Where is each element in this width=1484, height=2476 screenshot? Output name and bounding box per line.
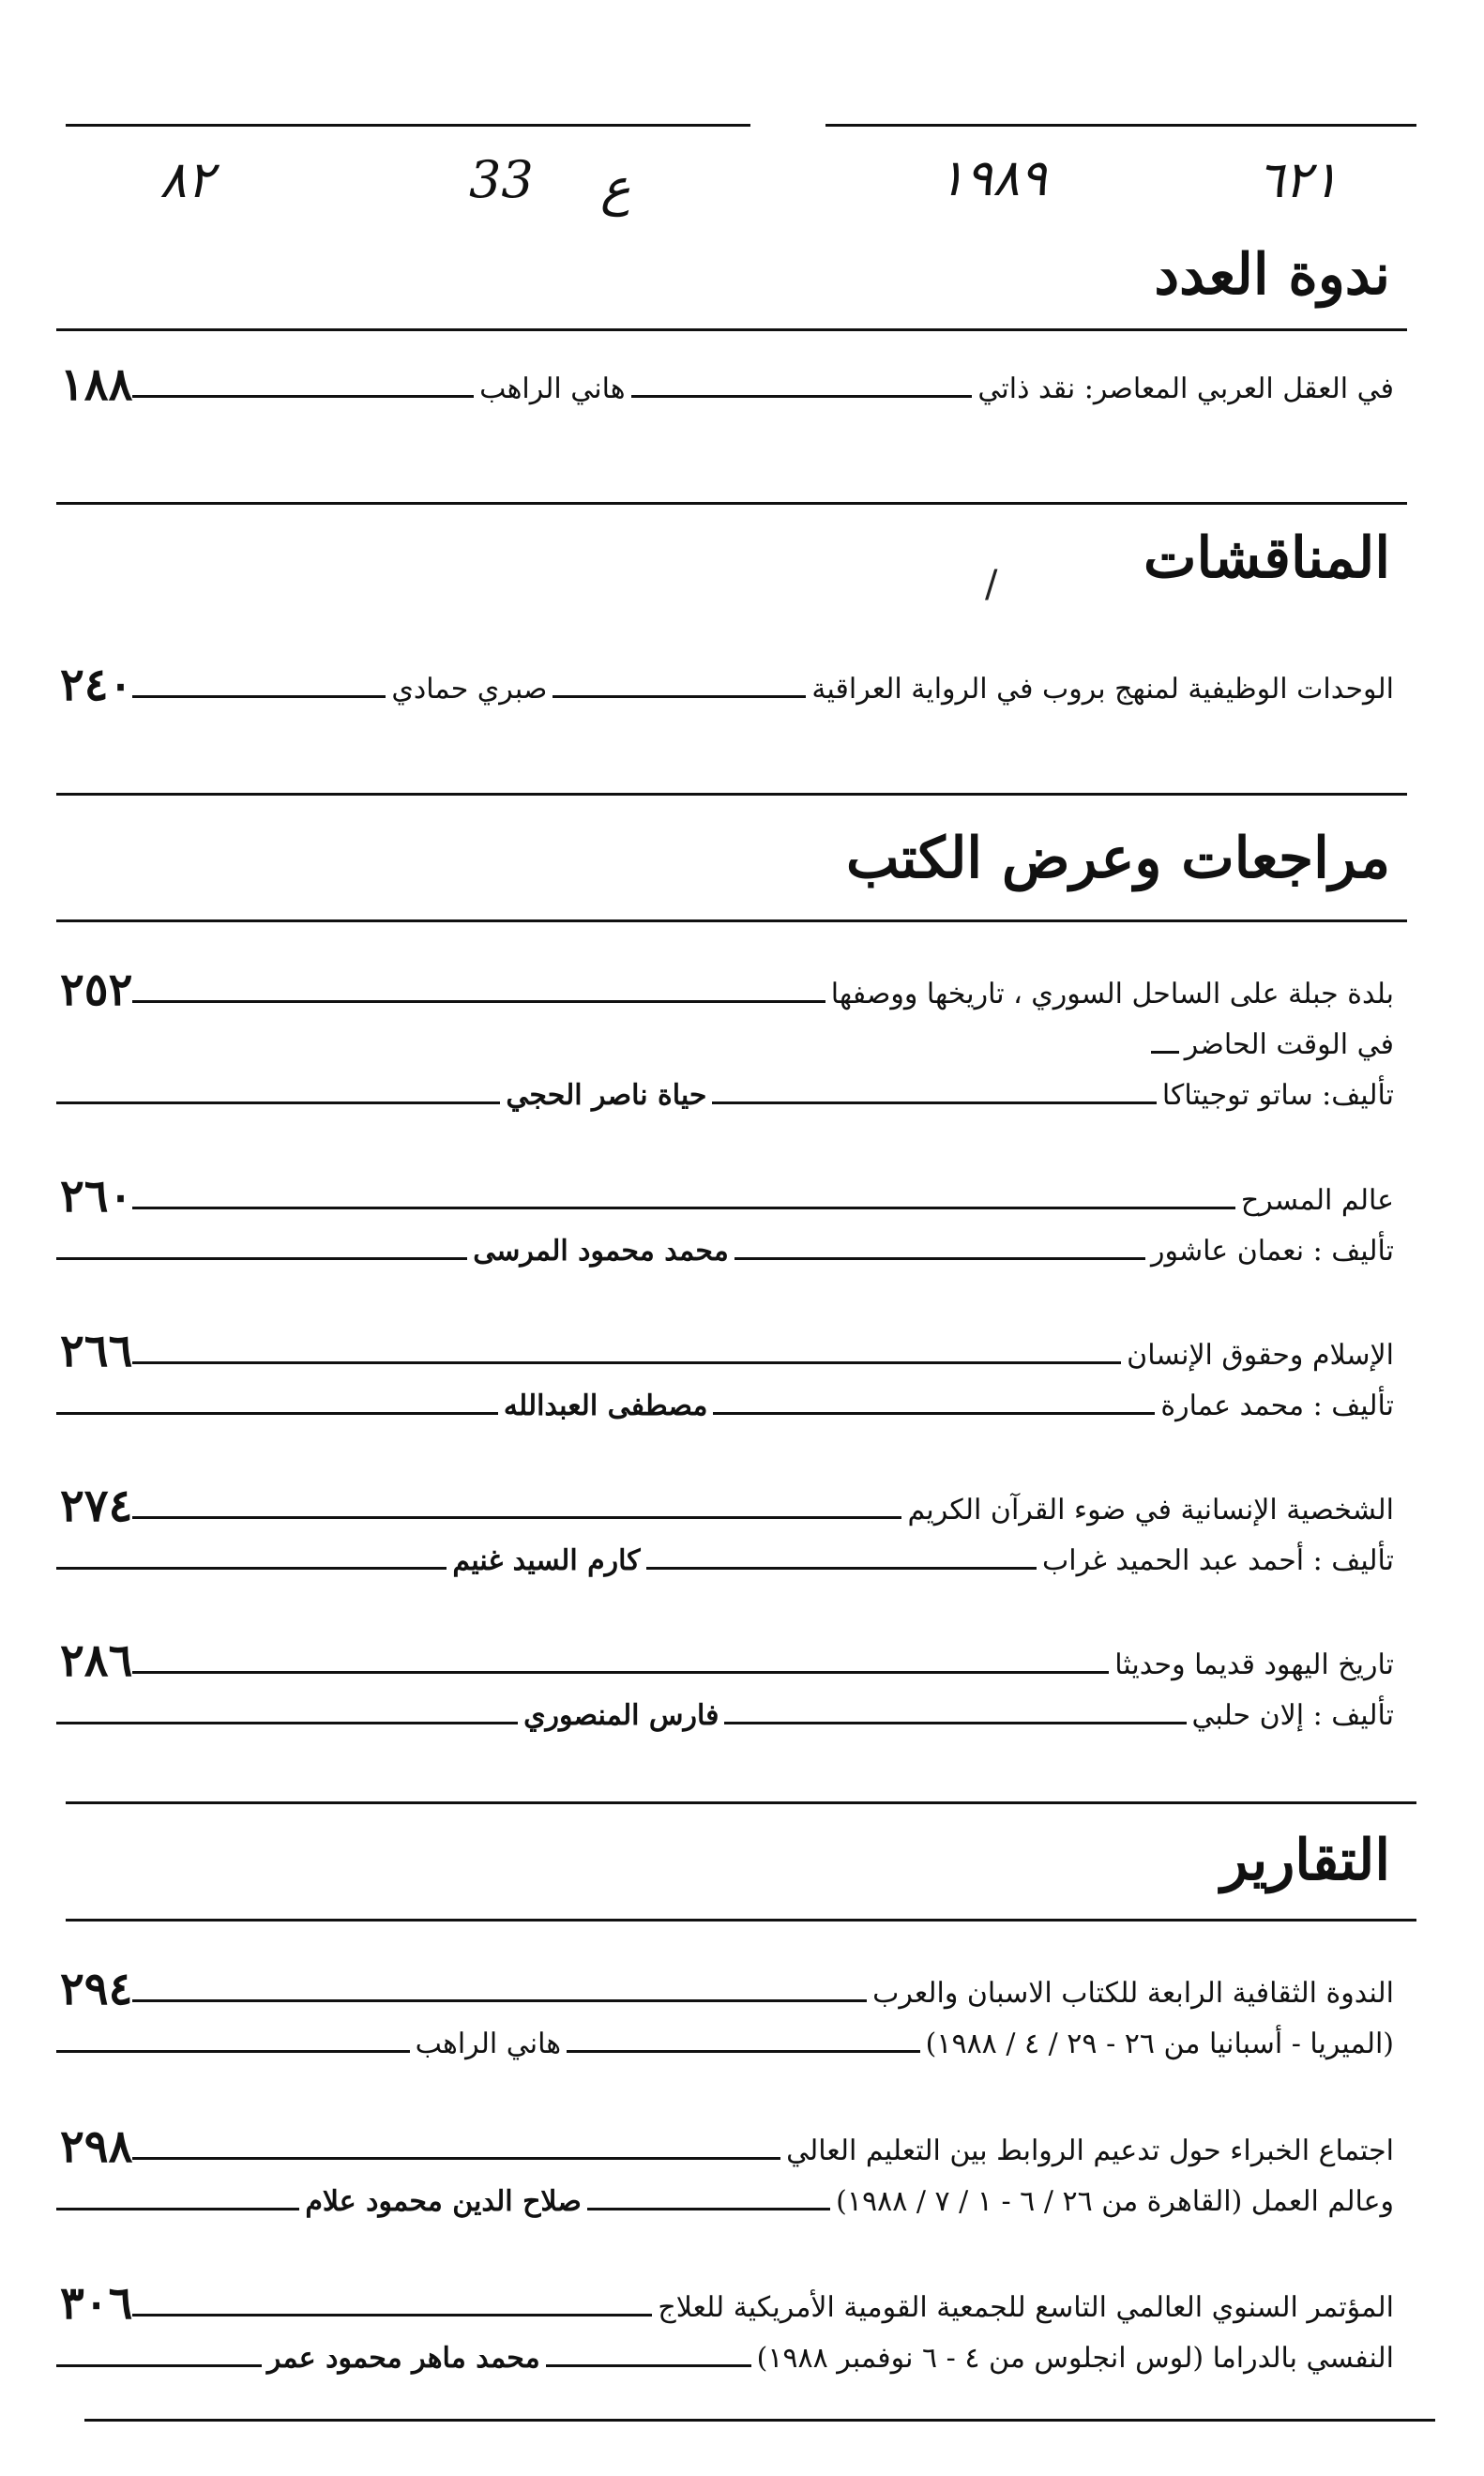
entry-page-number: ٢٤٠: [60, 659, 133, 711]
toc-entry-line: [56, 1219, 1400, 1269]
entry-author: هاني الراهب: [479, 372, 626, 405]
handwritten-note: ٦٢١: [1257, 150, 1340, 209]
entry-detail: النفسي بالدراما (لوس انجلوس من ٤ - ٦ نوفمبر ١٩٨٨): [756, 2342, 1394, 2375]
entry-author: حياة ناصر الحجي: [506, 1079, 707, 1112]
header-rule-right: [825, 124, 1416, 127]
entry-detail: وعالم العمل (القاهرة من ٢٦ / ٦ - ١ / ٧ / ١٩٨٨): [836, 2185, 1394, 2218]
section-rule: [56, 919, 1407, 922]
toc-entry-line: [56, 1633, 1400, 1687]
leader-line: [1151, 1051, 1179, 1054]
footer-rule: [84, 2419, 1435, 2422]
leader-line: [546, 2364, 751, 2367]
toc-entry-line: [56, 1478, 1400, 1532]
entry-author: محمد ماهر محمود عمر: [266, 2342, 540, 2375]
handwritten-note: ١٩٨٩: [938, 148, 1048, 207]
leader-line: [132, 1361, 1121, 1364]
entry-author: محمد محمود المرسى: [473, 1235, 729, 1268]
entry-page-number: ٢٦٦: [60, 1325, 133, 1377]
entry-page-number: ٢٧٤: [60, 1480, 133, 1532]
section-rule: [56, 502, 1407, 505]
entry-title: الإسلام وحقوق الإنسان: [1127, 1339, 1394, 1372]
toc-entry-line: [56, 2326, 1400, 2377]
handwritten-note: ع: [600, 158, 631, 217]
leader-line: [553, 695, 806, 698]
leader-line: [132, 2314, 652, 2317]
toc-entry-line: [56, 1168, 1400, 1223]
leader-line: [567, 2050, 920, 2053]
leader-line: [734, 1257, 1145, 1260]
leader-line: [132, 1999, 867, 2002]
entry-author: مصطفى العبدالله: [503, 1390, 708, 1422]
leader-line: [132, 695, 386, 698]
leader-line: [56, 2050, 410, 2053]
leader-line: [646, 1567, 1037, 1570]
handwritten-note: 33: [469, 150, 534, 209]
leader-line: [712, 1101, 1156, 1104]
section-rule: [56, 328, 1407, 331]
entry-title: في العقل العربي المعاصر: نقد ذاتي: [977, 372, 1394, 405]
entry-title: عالم المسرح: [1240, 1184, 1394, 1217]
pen-mark: /: [985, 563, 998, 606]
entry-title: في الوقت الحاضر: [1184, 1028, 1394, 1061]
leader-line: [56, 2364, 262, 2367]
leader-line: [631, 395, 973, 398]
leader-line: [724, 1722, 1186, 1724]
entry-author: صلاح الدين محمود علام: [305, 2185, 582, 2218]
entry-title: اجتماع الخبراء حول تدعيم الروابط بين التعليم العالي: [786, 2134, 1394, 2167]
leader-line: [56, 1412, 498, 1415]
entry-page-number: ٢٩٨: [60, 2120, 133, 2173]
entry-title: الشخصية الإنسانية في ضوء القرآن الكريم: [907, 1494, 1394, 1527]
entry-credit: تأليف : إلان حلبي: [1191, 1699, 1394, 1732]
toc-entry-line: [56, 2275, 1400, 2330]
toc-entry-line: [56, 1961, 1400, 2015]
entry-author: صبري حمادي: [391, 673, 548, 706]
leader-line: [56, 1722, 518, 1724]
entry-title: تاريخ اليهود قديما وحديثا: [1114, 1648, 1394, 1681]
toc-entry-line: [56, 1374, 1400, 1424]
entry-title: المؤتمر السنوي العالمي التاسع للجمعية القومية الأمريكية للعلاج: [658, 2291, 1394, 2324]
leader-line: [132, 1671, 1109, 1674]
toc-entry-line: [56, 2169, 1400, 2220]
entry-credit: تأليف: ساتو توجيتاكا: [1161, 1079, 1394, 1112]
section-heading: المناقشات: [1143, 525, 1390, 591]
entry-page-number: ٣٠٦: [60, 2277, 133, 2330]
entry-author: فارس المنصوري: [523, 1699, 719, 1732]
section-heading: التقارير: [1220, 1828, 1390, 1893]
toc-entry-line: [56, 2012, 1400, 2062]
toc-entry-line: [56, 1683, 1400, 1734]
entry-title: الوحدات الوظيفية لمنهج بروب في الرواية العراقية: [811, 673, 1394, 706]
section-heading: ندوة العدد: [1154, 242, 1390, 308]
toc-entry-line: [56, 1063, 1400, 1114]
toc-entry-line: [56, 962, 1400, 1016]
entry-credit: تأليف : محمد عمارة: [1160, 1390, 1394, 1422]
section-rule: [66, 1801, 1416, 1804]
entry-credit: تأليف : أحمد عبد الحميد غراب: [1042, 1544, 1394, 1577]
entry-page-number: ٢٨٦: [60, 1634, 133, 1687]
section-heading: مراجعات وعرض الكتب: [845, 826, 1390, 891]
toc-entry-line: [56, 357, 1400, 411]
leader-line: [132, 395, 474, 398]
toc-entry-line: [56, 657, 1400, 711]
entry-title: الندوة الثقافية الرابعة للكتاب الاسبان والعرب: [872, 1977, 1394, 2010]
handwritten-note: ٨٢: [159, 150, 215, 209]
leader-line: [132, 1516, 901, 1519]
toc-entry-line: [56, 1528, 1400, 1579]
entry-title: بلدة جبلة على الساحل السوري ، تاريخها ووصفها: [830, 978, 1394, 1010]
entry-credit: تأليف : نعمان عاشور: [1151, 1235, 1394, 1268]
leader-line: [56, 2208, 299, 2210]
entry-author: كارم السيد غنيم: [452, 1544, 641, 1577]
leader-line: [56, 1257, 467, 1260]
leader-line: [132, 1000, 825, 1003]
leader-line: [56, 1101, 500, 1104]
entry-page-number: ٢٩٤: [60, 1963, 133, 2015]
leader-line: [132, 2157, 780, 2160]
leader-line: [132, 1207, 1234, 1209]
leader-line: [587, 2208, 830, 2210]
leader-line: [713, 1412, 1155, 1415]
entry-page-number: ١٨٨: [60, 358, 133, 411]
toc-entry-line: [56, 2119, 1400, 2173]
entry-page-number: ٢٦٠: [60, 1170, 133, 1223]
header-rule-left: [66, 124, 750, 127]
toc-entry-line: [56, 1323, 1400, 1377]
leader-line: [56, 1567, 447, 1570]
entry-page-number: ٢٥٢: [60, 964, 133, 1016]
toc-entry-line: [56, 1012, 1400, 1063]
section-rule: [66, 1919, 1416, 1922]
entry-author: هاني الراهب: [415, 2028, 562, 2060]
entry-detail: (الميريا - أسبانيا من ٢٦ - ٢٩ / ٤ / ١٩٨٨): [925, 2028, 1394, 2060]
section-rule: [56, 793, 1407, 796]
